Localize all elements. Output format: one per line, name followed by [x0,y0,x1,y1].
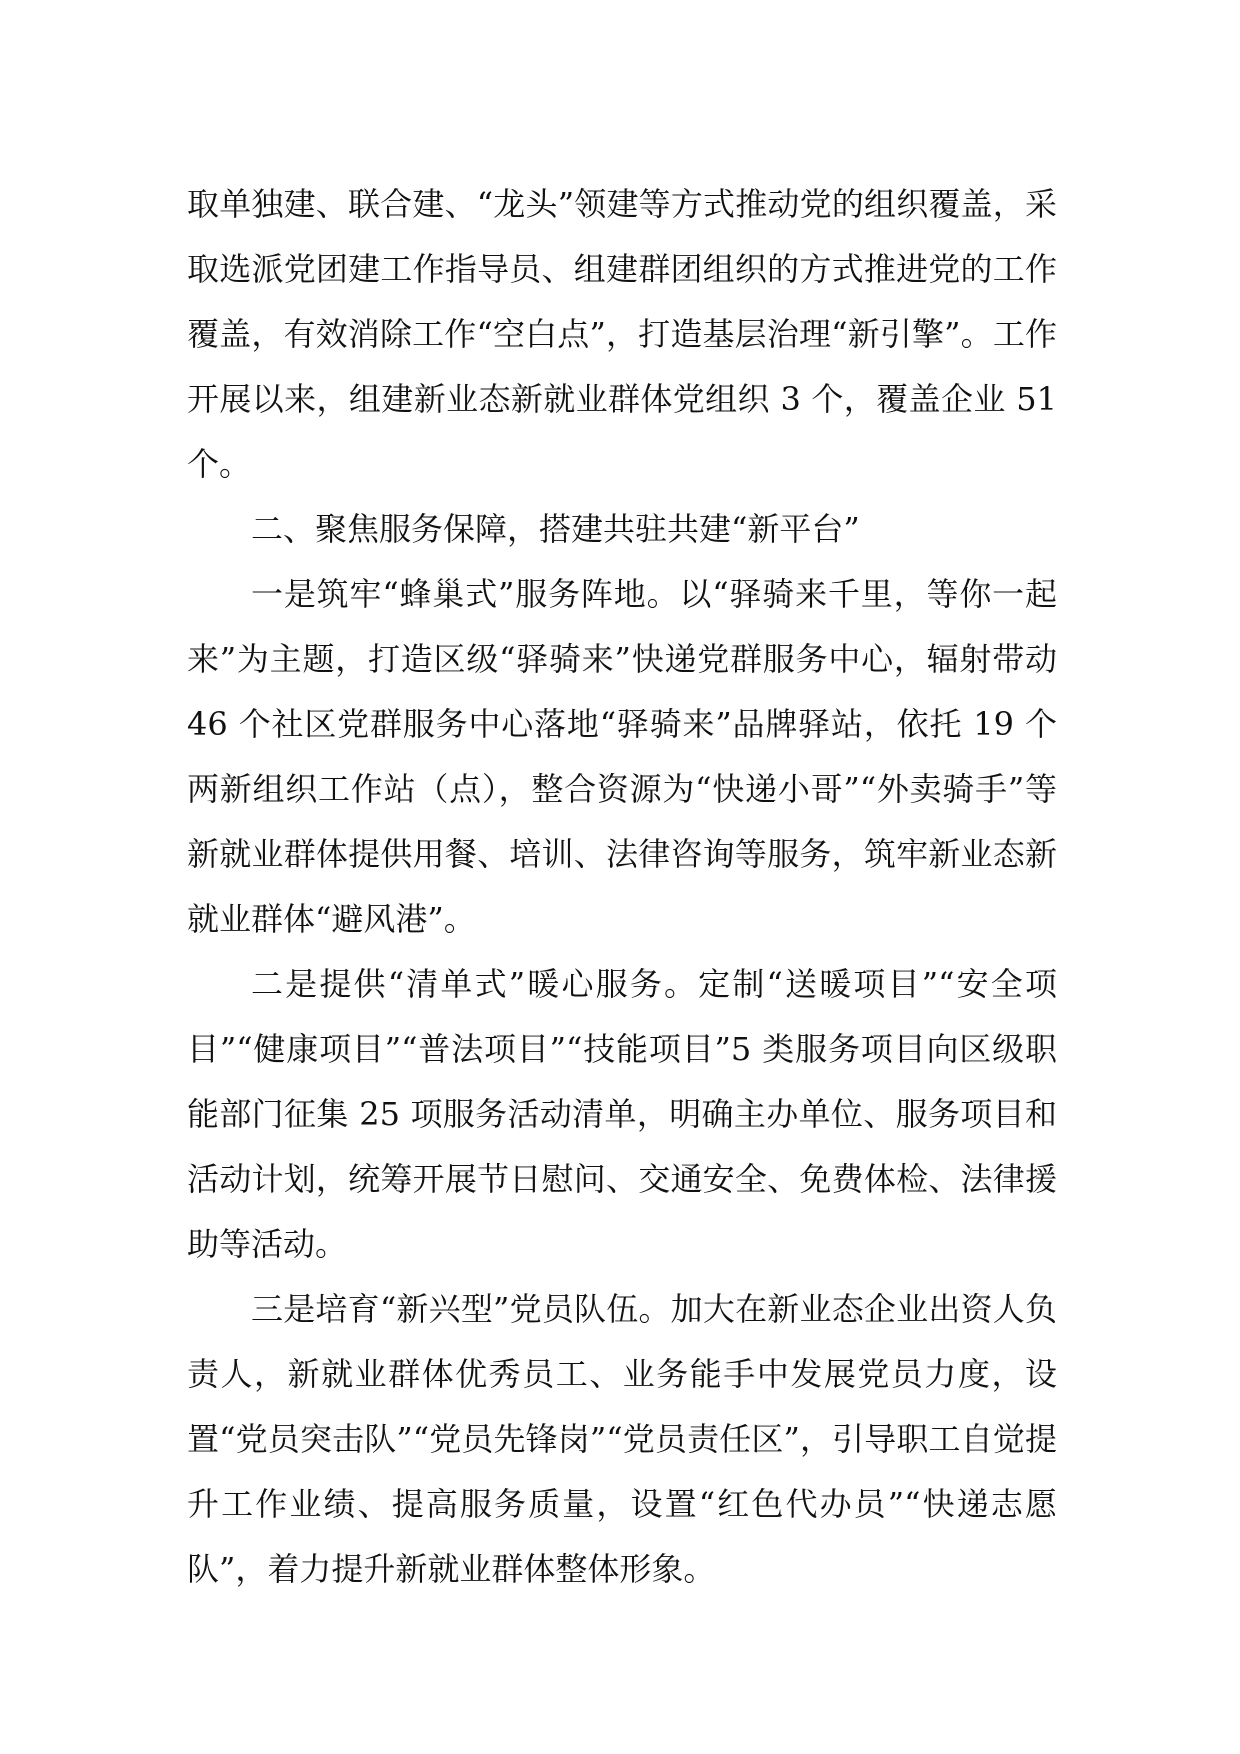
section-heading: 二、聚焦服务保障，搭建共驻共建“新平台” [251,510,860,548]
paragraph-third-item: 三是培育“新兴型”党员队伍。加大在新业态企业出资人负责人，新就业群体优秀员工、业务能手中发展党员力度，设置“党员突击队”“党员先锋岗”“党员责任区”，引导职工自觉提升工作业绩、提高服务质量，设置“红色代办员”“快递志愿队”，着力提升新就业群体整体形象。 [187,1290,1057,1588]
paragraph-second-item: 二是提供“清单式”暖心服务。定制“送暖项目”“安全项目”“健康项目”“普法项目”“技能项目”5 类服务项目向区级职能部门征集 25 项服务活动清单，明确主办单位、服务项目和活动计划，统筹开展节日慰问、交通安全、免费体检、法律援助等活动。 [187,965,1057,1263]
paragraph-first-item: 一是筑牢“蜂巢式”服务阵地。以“驿骑来千里，等你一起来”为主题，打造区级“驿骑来”快递党群服务中心，辐射带动 46 个社区党群服务中心落地“驿骑来”品牌驿站，依托 19 个两新组织工作站（点），整合资源为“快递小哥”“外卖骑手”等新就业群体提供用餐、培训、法律咨询等服务，筑牢新业态新就业群体“避风港”。 [187,575,1057,938]
document-body [187,172,1057,1602]
paragraph-continuation: 取单独建、联合建、“龙头”领建等方式推动党的组织覆盖，采取选派党团建工作指导员、组建群团组织的方式推进党的工作覆盖，有效消除工作“空白点”，打造基层治理“新引擎”。工作开展以来，组建新业态新就业群体党组织 3 个，覆盖企业 51 个。 [187,185,1057,483]
